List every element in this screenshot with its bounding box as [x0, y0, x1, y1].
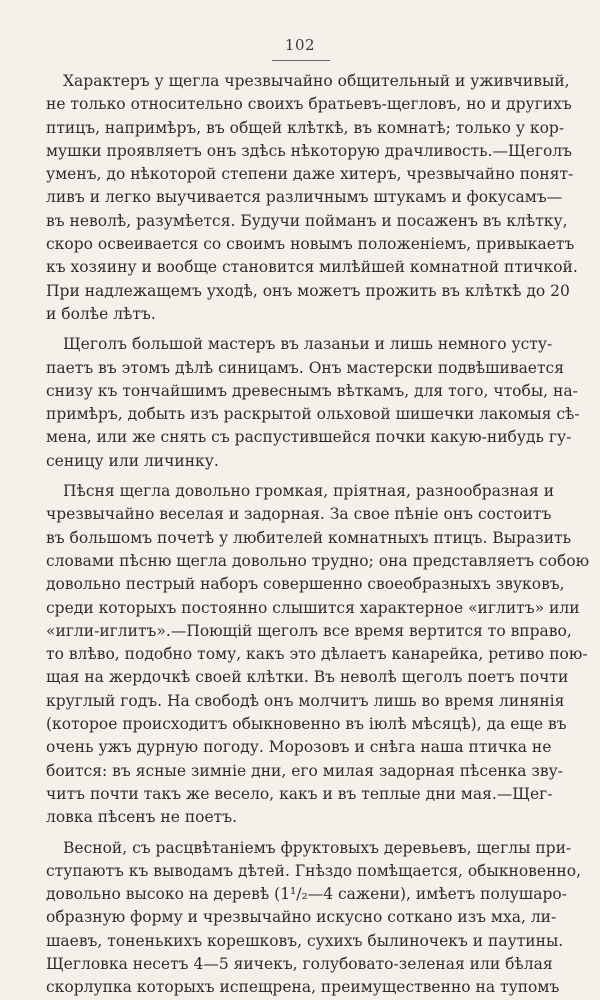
page-number-rule [272, 60, 330, 61]
text-line: не только относительно своихъ братьевъ-щегловъ, но и другихъ [46, 95, 572, 114]
text-line: Пѣсня щегла довольно громкая, прiятная, разнообразная и [63, 482, 555, 501]
text-line: ступаютъ къ выводамъ дѣтей. Гнѣздо помѣщается, обыкновенно, [46, 861, 581, 880]
text-line: Весной, съ расцвѣтанiемъ фруктовыхъ деревьевъ, щеглы при- [63, 838, 572, 857]
text-line: примѣръ, добыть изъ раскрытой ольховой шишечки лакомыя сѣ- [46, 405, 580, 424]
text-line: и болѣе лѣтъ. [46, 304, 156, 323]
paragraph [46, 70, 578, 326]
text-line: ливъ и легко выучивается различнымъ штукамъ и фокусамъ— [46, 188, 563, 207]
text-line: въ неволѣ, разумѣется. Будучи пойманъ и посаженъ въ клѣтку, [46, 211, 568, 230]
text-line: Щегловка несетъ 4—5 яичекъ, голубовато-зеленая или бѣлая [46, 954, 553, 973]
text-line: чрезвычайно веселая и задорная. За свое пѣнiе онъ состоитъ [46, 505, 552, 524]
text-line: словами пѣсню щегла довольно трудно; она представляетъ собою [46, 551, 590, 570]
text-line: снизу къ тончайшимъ древеснымъ вѣткамъ, для того, чтобы, на- [46, 381, 578, 400]
text-line: круглый годъ. На свободѣ онъ молчитъ лишь во время линянiя [46, 691, 565, 710]
text-line: уменъ, до нѣкоторой степени даже хитеръ, чрезвычайно понят- [46, 165, 574, 184]
text-line: мушки проявляетъ онъ здѣсь нѣкоторую драчливость.—Щеголъ [46, 141, 573, 160]
text-line: (которое происходитъ обыкновенно въ iюлѣ мѣсяцѣ), да еще въ [46, 715, 567, 734]
paragraph [46, 333, 580, 473]
text-line: довольно пестрый наборъ совершенно своеобразныхъ звуковъ, [46, 575, 565, 594]
paragraph [46, 837, 581, 1000]
text-line: довольно высоко на деревѣ (1¹/₂—4 сажени), имѣетъ полушаро- [46, 885, 567, 904]
text-line: Характеръ у щегла чрезвычайно общительный и уживчивый, [63, 72, 570, 90]
text-line: среди которыхъ постоянно слышится характерное «иглитъ» или [46, 598, 580, 617]
body-text [46, 70, 590, 1000]
text-line: сеницу или личинку. [46, 451, 219, 470]
text-line: очень ужъ дурную погоду. Морозовъ и снѣга наша птичка не [46, 738, 552, 757]
text-line: боится: въ ясные зимнiе дни, его милая задорная пѣсенка зву- [46, 761, 563, 780]
text-line: «игли-иглитъ».—Поющiй щеголъ все время вертится то вправо, [46, 621, 572, 640]
text-line: мена, или же снять съ распустившейся почки какую-нибудь гу- [46, 428, 572, 447]
text-line: шаевъ, тоненькихъ корешковъ, сухихъ былиночекъ и паутины. [46, 931, 564, 950]
text-line: паетъ въ этомъ дѣлѣ синицамъ. Онъ мастерски подвѣшивается [46, 358, 565, 377]
text-line: образную форму и чрезвычайно искусно соткано изъ мха, ли- [46, 908, 557, 927]
text-line: читъ почти такъ же весело, какъ и въ теплые дни мая.—Щег- [46, 784, 553, 803]
text-line: ловка пѣсенъ не поетъ. [46, 808, 238, 827]
text-line: Щеголъ большой мастеръ въ лазаньи и лишь немного усту- [63, 335, 553, 354]
text-line: къ хозяину и вообще становится милѣйшей комнатной птичкой. [46, 258, 578, 277]
text-line: щая на жердочкѣ своей клѣтки. Въ неволѣ щеголъ поетъ почти [46, 668, 569, 687]
text-line: скоро освеивается со своимъ новымъ положенiемъ, привыкаетъ [46, 235, 575, 254]
text-line: то влѣво, подобно тому, какъ это дѣлаетъ канарейка, ретиво пою- [46, 645, 588, 664]
page-number: 102 [284, 36, 316, 54]
text-line: въ большомъ почетѣ у любителей комнатныхъ птицъ. Выразить [46, 528, 572, 547]
text-line: При надлежащемъ уходѣ, онъ можетъ прожить въ клѣткѣ до 20 [46, 281, 570, 300]
text-line: птицъ, напримѣръ, въ общей клѣткѣ, въ комнатѣ; только у кор- [46, 118, 565, 137]
paragraph [46, 480, 590, 829]
text-line: скорлупка которыхъ испещрена, преимущественно на тупомъ [46, 978, 560, 997]
